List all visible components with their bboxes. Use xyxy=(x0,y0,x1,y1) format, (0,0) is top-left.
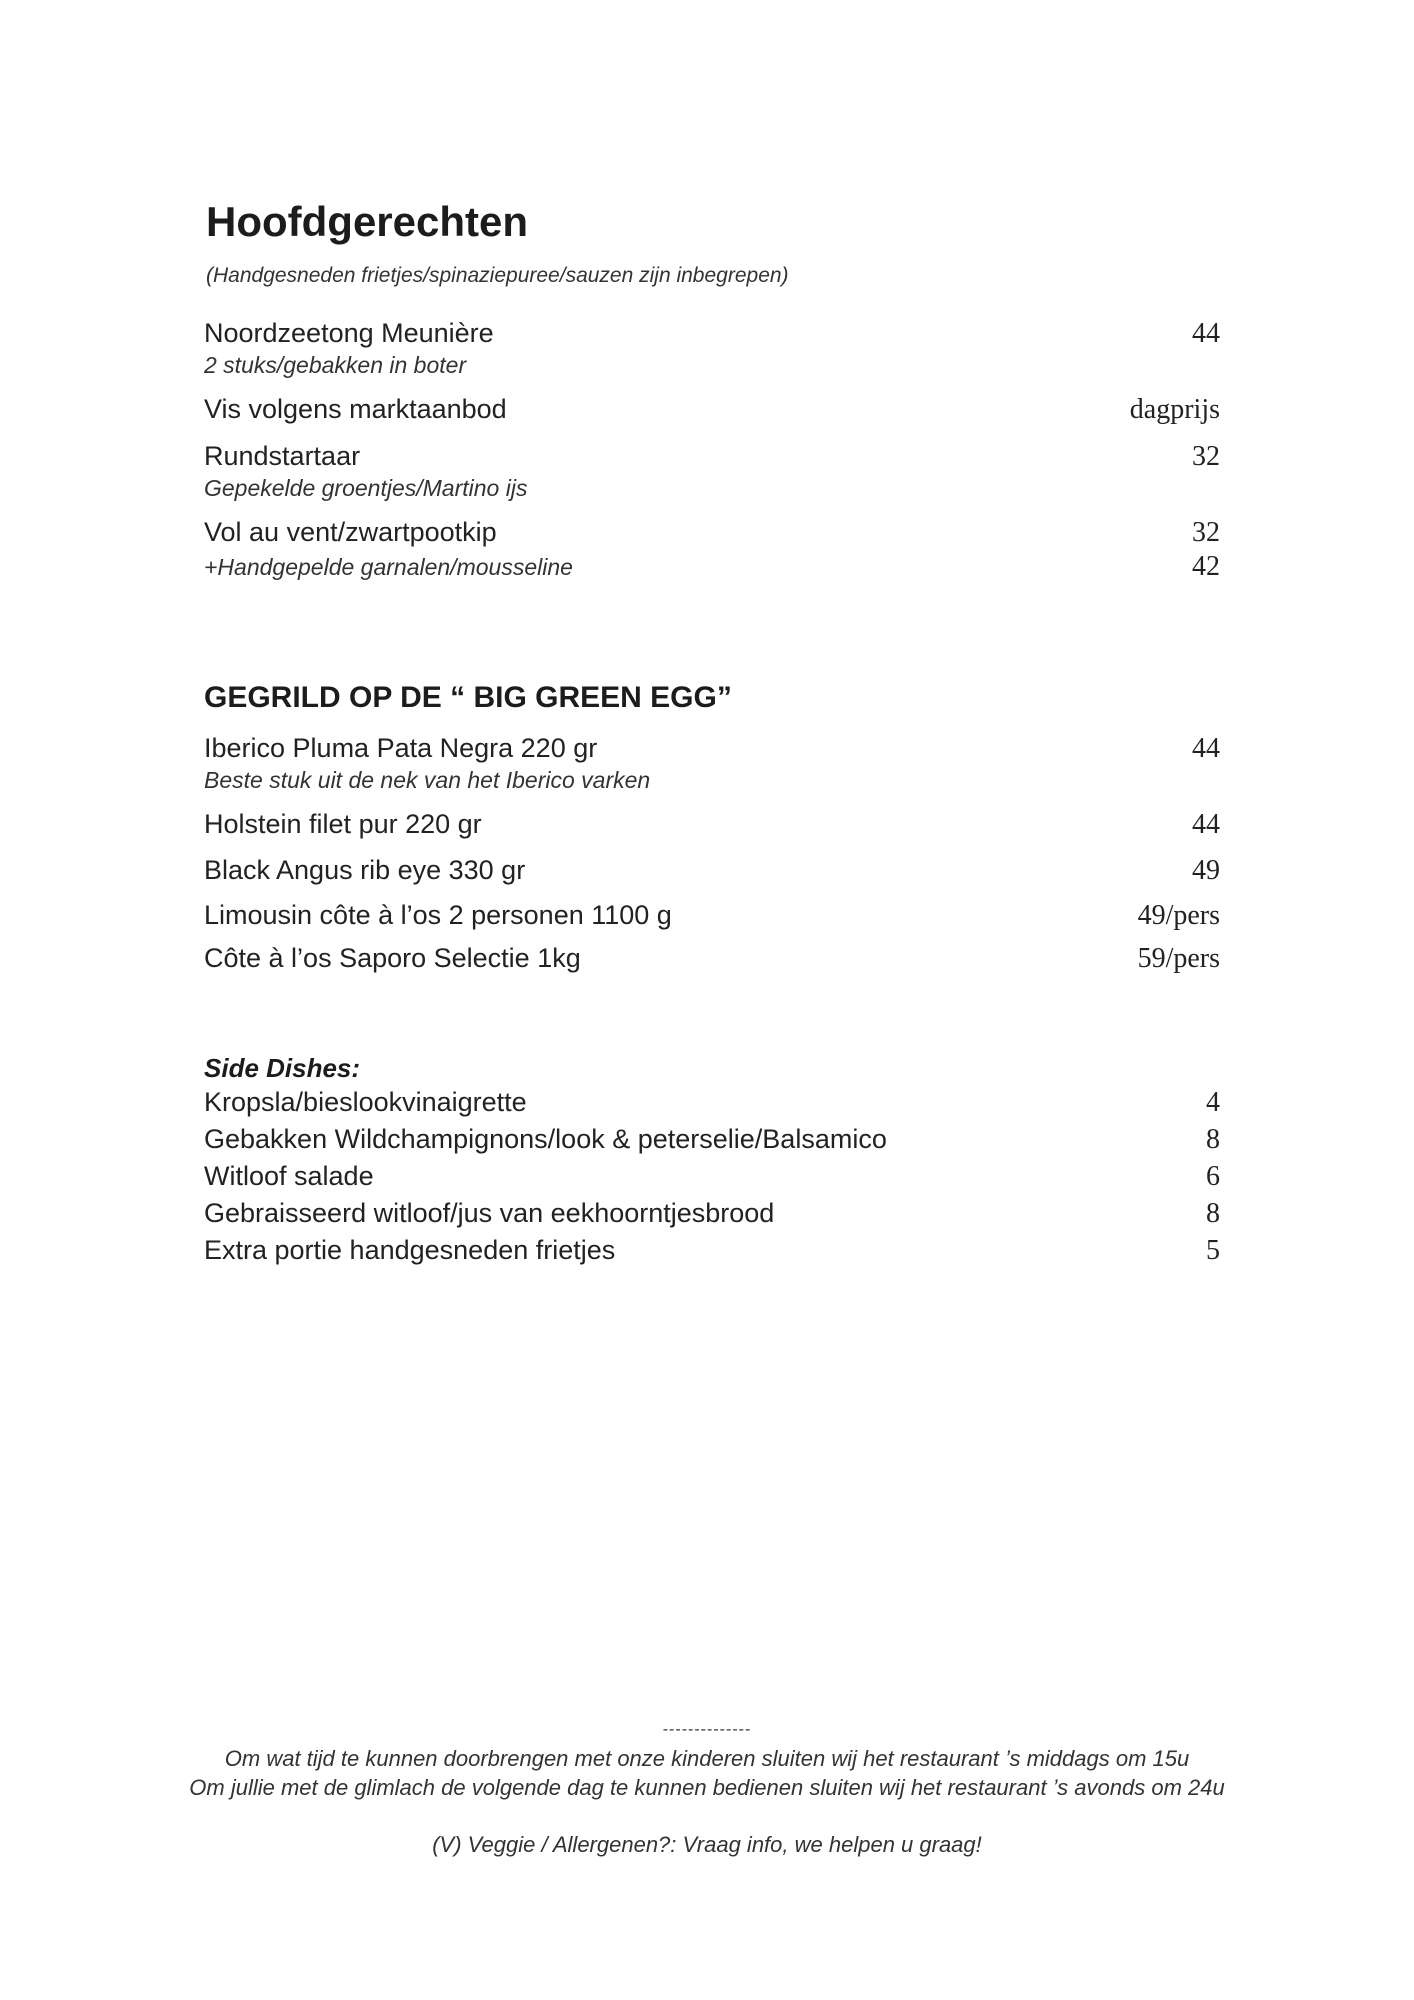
side-dish-price: 6 xyxy=(1206,1161,1220,1192)
menu-item xyxy=(204,898,1220,933)
item-supplement-price: 42 xyxy=(1192,551,1220,582)
item-name: Holstein filet pur 220 gr xyxy=(204,809,482,839)
menu-item xyxy=(204,515,1220,584)
side-dish-price: 8 xyxy=(1206,1124,1220,1155)
side-dishes-list xyxy=(204,1084,1220,1269)
page-title: Hoofdgerechten xyxy=(206,198,529,245)
main-course-note: (Handgesneden frietjes/spinaziepuree/sauzen zijn inbegrepen) xyxy=(206,264,789,287)
side-dish-price: 4 xyxy=(1206,1087,1220,1118)
item-price: 49 xyxy=(1192,855,1220,886)
section-heading-grill: GEGRILD OP DE “ BIG GREEN EGG” xyxy=(204,681,732,714)
menu-item xyxy=(204,853,1220,888)
section-heading-sides: Side Dishes: xyxy=(204,1053,361,1083)
side-dish-row xyxy=(204,1158,1220,1195)
item-name: Rundstartaar xyxy=(204,441,361,471)
menu-item xyxy=(204,941,1220,976)
item-price: dagprijs xyxy=(1129,394,1220,425)
side-dish-name: Gebakken Wildchampignons/look & peterselie/Balsamico xyxy=(204,1124,887,1154)
item-price: 49/pers xyxy=(1137,900,1220,931)
side-dish-price: 8 xyxy=(1206,1198,1220,1229)
item-name: Vol au vent/zwartpootkip xyxy=(204,517,497,547)
item-name: Iberico Pluma Pata Negra 220 gr xyxy=(204,733,598,763)
item-price: 59/pers xyxy=(1137,943,1220,974)
footer-hours-lunch: Om wat tijd te kunnen doorbrengen met onze kinderen sluiten wij het restaurant ’s middags om 15u xyxy=(224,1746,1190,1771)
side-dish-row xyxy=(204,1195,1220,1232)
side-dish-name: Kropsla/bieslookvinaigrette xyxy=(204,1087,527,1117)
item-name: Côte à l’os Saporo Selectie 1kg xyxy=(204,943,581,973)
item-price: 44 xyxy=(1192,733,1220,764)
side-dish-name: Extra portie handgesneden frietjes xyxy=(204,1235,616,1265)
menu-item xyxy=(204,807,1220,842)
item-price: 44 xyxy=(1192,318,1220,349)
item-description: 2 stuks/gebakken in boter xyxy=(204,352,467,378)
item-name: Vis volgens marktaanbod xyxy=(204,394,507,424)
menu-item xyxy=(204,392,1220,427)
side-dish-name: Gebraisseerd witloof/jus van eekhoorntjesbrood xyxy=(204,1198,775,1228)
item-price: 44 xyxy=(1192,809,1220,840)
item-description: +Handgepelde garnalen/mousseline xyxy=(204,554,573,580)
item-price: 32 xyxy=(1192,441,1220,472)
side-dish-name: Witloof salade xyxy=(204,1161,374,1191)
item-description: Beste stuk uit de nek van het Iberico varken xyxy=(204,767,651,793)
item-name: Black Angus rib eye 330 gr xyxy=(204,855,526,885)
footer-hours-dinner: Om jullie met de glimlach de volgende dag te kunnen bedienen sluiten wij het restaurant ’s avonds om 24u xyxy=(189,1775,1225,1800)
item-price: 32 xyxy=(1192,517,1220,548)
item-name: Limousin côte à l’os 2 personen 1100 g xyxy=(204,900,672,930)
menu-item xyxy=(204,731,1220,794)
side-dish-price: 5 xyxy=(1206,1235,1220,1266)
side-dish-row xyxy=(204,1121,1220,1158)
item-description: Gepekelde groentjes/Martino ijs xyxy=(204,475,528,501)
footer-divider: -------------- xyxy=(662,1721,752,1738)
item-name: Noordzeetong Meunière xyxy=(204,318,494,348)
side-dish-row xyxy=(204,1232,1220,1269)
footer-allergen-note: (V) Veggie / Allergenen?: Vraag info, we helpen u graag! xyxy=(432,1832,982,1857)
side-dish-row xyxy=(204,1084,1220,1121)
menu-item xyxy=(204,439,1220,502)
menu-item xyxy=(204,316,1220,379)
